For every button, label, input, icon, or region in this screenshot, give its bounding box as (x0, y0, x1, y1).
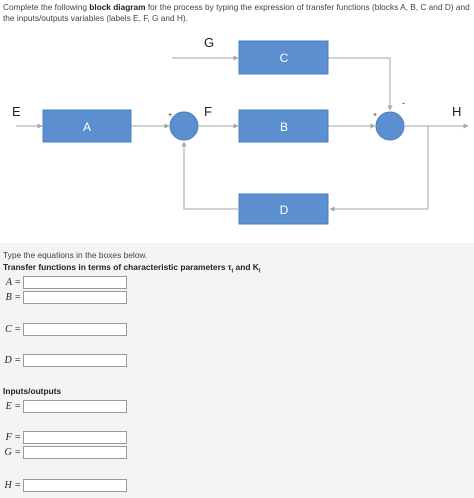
line-feedback-to-d (330, 126, 428, 209)
instructions-bold: block diagram (89, 2, 146, 12)
input-c[interactable] (23, 323, 127, 336)
line-d-to-sum1 (184, 142, 238, 209)
field-label-g: G = (4, 447, 21, 458)
minus-sign-sum2: - (402, 98, 405, 108)
tf-heading-and: and K (233, 262, 259, 272)
input-g[interactable] (23, 446, 127, 459)
block-d (239, 194, 328, 224)
type-instruction: Type the equations in the boxes below. (3, 250, 148, 260)
field-row-d (3, 354, 127, 367)
field-label-f: F = (5, 432, 21, 443)
tf-heading-sub2: i (258, 268, 261, 275)
tf-heading-text: Transfer functions in terms of characteristic parameters τ (3, 262, 232, 272)
block-a (43, 110, 131, 142)
field-label-h: H = (4, 480, 21, 491)
instructions-part2: for the process by typing the expression of transfer functions (blocks A, B, C and D) and the inputs/outputs variables (labels E, F, G and H). (3, 2, 470, 23)
io-heading: Inputs/outputs (3, 386, 62, 396)
label-h: H (452, 104, 462, 119)
block-b (239, 110, 328, 142)
plus-sign-sum1: + (168, 112, 173, 119)
plus-sign-sum2: + (373, 112, 378, 119)
block-c-label: C (279, 51, 289, 65)
tf-heading-sub1: i (231, 268, 234, 275)
summing-junction-1 (170, 112, 198, 140)
field-label-a: A = (5, 277, 21, 288)
input-e[interactable] (23, 400, 127, 413)
field-row-g (3, 446, 127, 459)
label-e: E (12, 104, 21, 119)
block-diagram (0, 0, 474, 243)
block-a-label: A (82, 120, 92, 134)
block-b-label: B (279, 120, 289, 134)
field-row-b (3, 291, 127, 304)
input-f[interactable] (23, 431, 127, 444)
summing-junction-2 (376, 112, 404, 140)
input-a[interactable] (23, 276, 127, 289)
field-label-c: C = (5, 324, 21, 335)
field-row-e (3, 400, 127, 413)
tf-heading (3, 262, 260, 275)
line-c-to-sum2 (328, 58, 390, 110)
block-c (239, 41, 328, 74)
field-row-a (3, 276, 127, 289)
field-row-f (3, 431, 127, 444)
field-row-c (3, 323, 127, 336)
field-label-b: B = (5, 292, 21, 303)
block-d-label: D (279, 203, 289, 217)
label-g: G (204, 35, 215, 50)
input-d[interactable] (23, 354, 127, 367)
field-row-h (3, 479, 127, 492)
instructions-part1: Complete the following (3, 2, 90, 12)
field-label-d: D = (4, 355, 21, 366)
input-b[interactable] (23, 291, 127, 304)
field-label-e: E = (5, 401, 21, 412)
label-f: F (204, 104, 212, 119)
input-h[interactable] (23, 479, 127, 492)
